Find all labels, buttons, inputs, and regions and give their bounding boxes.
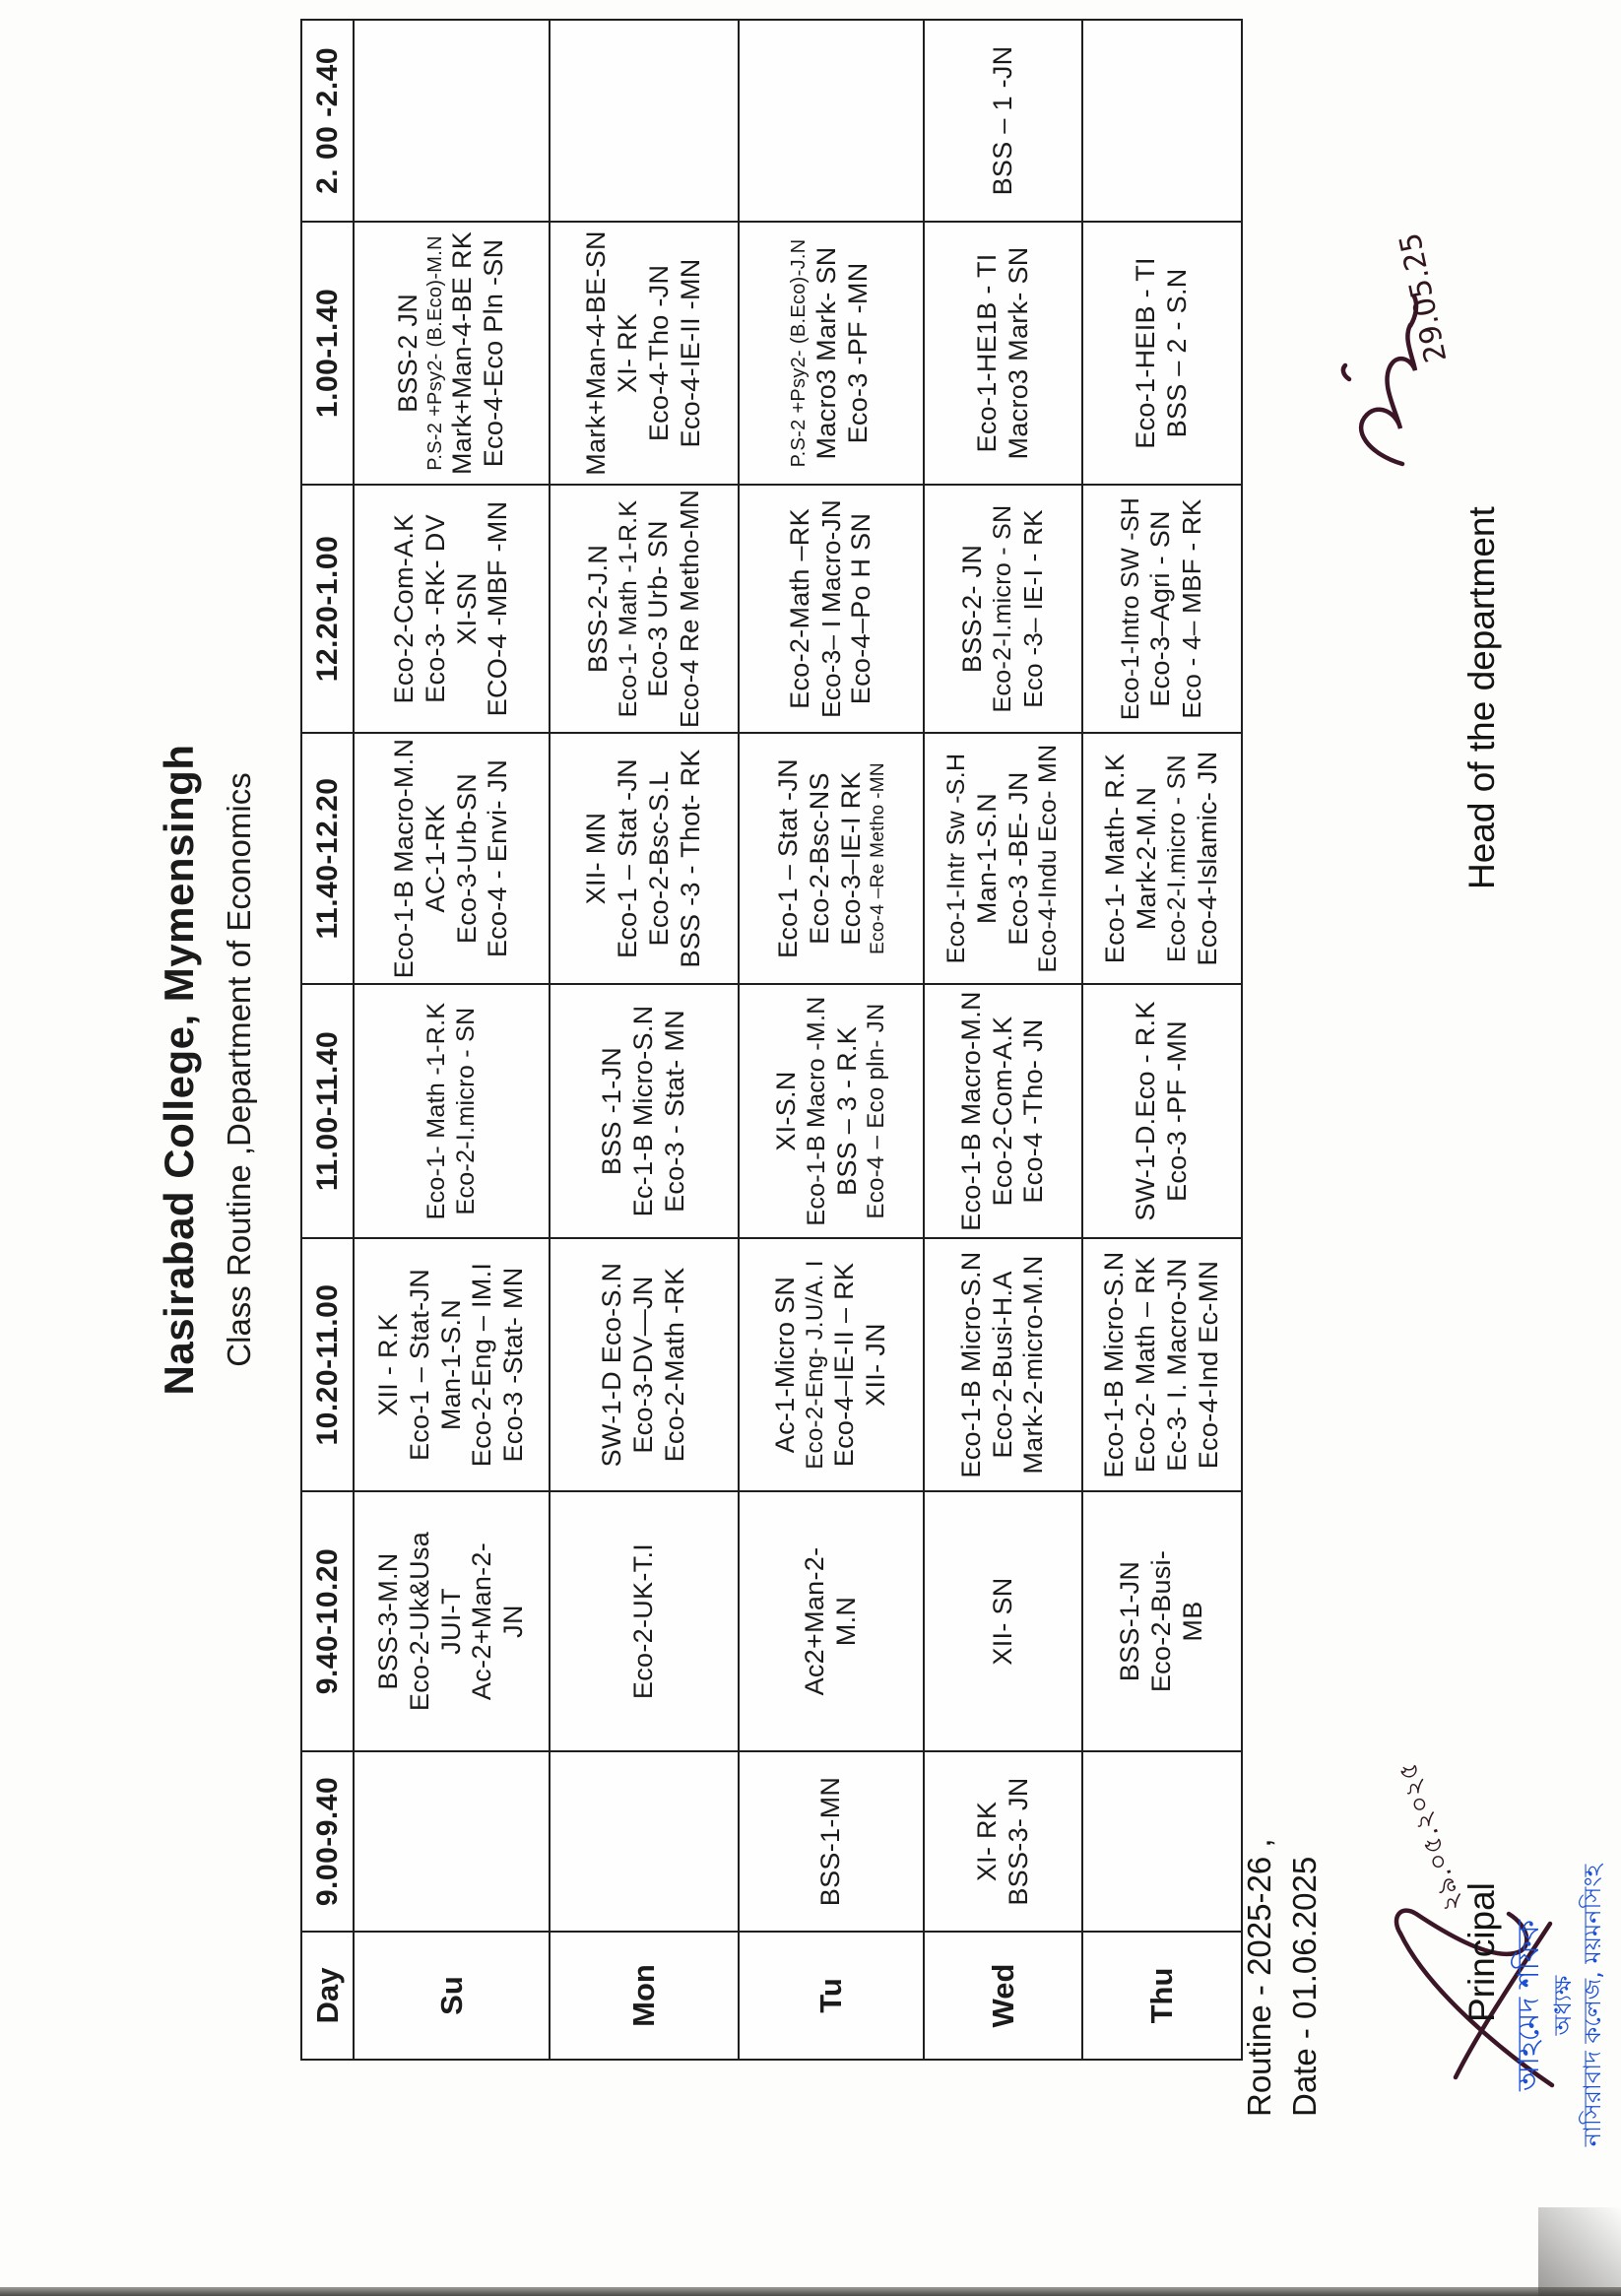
page-title: Nasirabad College, Mymensingh (156, 744, 202, 1396)
schedule-cell (354, 222, 550, 485)
schedule-cell (1082, 1491, 1242, 1751)
schedule-entry: Eco-1-B Micro-S.N (955, 1251, 986, 1478)
schedule-cell (924, 20, 1082, 222)
schedule-entry: Eco-2-I.micro - SN (1163, 754, 1192, 962)
time-slot-header: 11.00-11.40 (301, 984, 354, 1238)
schedule-entry: Ec-3- I. Macro-JN (1162, 1258, 1192, 1472)
schedule-entry: XII- SN (987, 1577, 1017, 1666)
schedule-cell (550, 222, 739, 485)
schedule-cell (924, 485, 1082, 733)
schedule-entry: Ac-1-Micro SN (770, 1276, 801, 1454)
schedule-entry: Eco-2-Busi-H.A (987, 1271, 1017, 1459)
schedule-entry: Ac2+Man-2- (800, 1546, 830, 1696)
schedule-cell (739, 20, 924, 222)
time-slot-header: 12.20-1.00 (301, 485, 354, 733)
time-slot-header: 2. 00 -2.40 (301, 20, 354, 222)
schedule-entry: Mark+Man-4-BE-SN (581, 230, 612, 476)
schedule-cell (354, 1491, 550, 1751)
schedule-entry: Eco -3– IE-I - RK (1017, 509, 1048, 708)
schedule-entry: P.S-2 +Psy2- (B.Eco)-J.N (788, 238, 810, 468)
schedule-entry: Eco-1- Math- R.K (1100, 753, 1131, 964)
schedule-entry: Mark+Man-4-BE RK (447, 230, 478, 475)
schedule-entry: Eco-4 – Eco pln- JN (863, 1003, 890, 1219)
schedule-entry: Eco-2-Math –RK (784, 508, 814, 709)
schedule-entry: Eco-1-Intro SW -SH (1116, 496, 1144, 721)
schedule-entry: BSS-2 JN (392, 293, 422, 413)
schedule-entry: Eco-2-Com-A.K (388, 513, 419, 704)
schedule-entry: BSS-3- JN (1003, 1777, 1033, 1906)
schedule-cell (1082, 485, 1242, 733)
schedule-entry: Eco-1-Intr Sw -S.H (942, 753, 971, 964)
principal-signature-date: ২৯.০৫.২০২৫ (1392, 1758, 1469, 1916)
schedule-entry: XII - R.K (372, 1313, 403, 1416)
schedule-cell (739, 1238, 924, 1491)
schedule-entry: Ec-1-B Micro-S.N (628, 1005, 659, 1217)
schedule-entry: Eco-3 -PF -MN (842, 262, 873, 444)
schedule-entry: Eco-1-B Micro-S.N (1099, 1251, 1130, 1478)
schedule-cell (924, 1491, 1082, 1751)
schedule-cell (1082, 1751, 1242, 1932)
schedule-entry: Eco-1-HEIB - TI (1131, 257, 1161, 449)
schedule-entry: BSS – 3 - R.K (831, 1026, 862, 1196)
schedule-entry: BSS -1-JN (597, 1046, 627, 1176)
day-name-cell: Mon (550, 1932, 739, 2060)
schedule-entry: AC-1-RK (420, 804, 450, 913)
schedule-entry: Eco-2- Math – RK (1131, 1256, 1161, 1474)
schedule-entry: ECO-4 -MBF -MN (483, 500, 513, 717)
schedule-cell (550, 485, 739, 733)
schedule-entry: Eco-4-Ind Ec-MN (1193, 1260, 1223, 1470)
schedule-cell (739, 1751, 924, 1932)
schedule-entry: XI-S.N (771, 1071, 802, 1151)
schedule-cell (550, 1491, 739, 1751)
routine-session-label: Routine - 2025-26 , (1241, 1838, 1277, 2117)
schedule-cell (924, 733, 1082, 984)
schedule-entry: BSS – 1 -JN (987, 45, 1017, 196)
schedule-entry: Eco-2-UK-T.I (628, 1542, 659, 1700)
schedule-entry: Eco-3 - Stat- MN (659, 1010, 689, 1213)
time-slot-header: 9.40-10.20 (301, 1491, 354, 1751)
schedule-entry: M.N (831, 1596, 861, 1647)
schedule-entry: Eco-1-HE1B - TI (971, 253, 1002, 453)
schedule-entry: SW-1-D.Eco - R.K (1131, 1001, 1161, 1221)
schedule-entry: Eco - 4– MBF - RK (1177, 498, 1207, 719)
schedule-cell (924, 984, 1082, 1238)
schedule-entry: XI-SN (451, 572, 482, 645)
schedule-entry: Eco-3 -BE- JN (1003, 771, 1033, 946)
head-of-department-label: Head of the department (1461, 506, 1502, 889)
schedule-cell (550, 733, 739, 984)
schedule-entry: Eco-1 – Stat -JN (773, 758, 803, 958)
schedule-entry: XI- RK (971, 1801, 1002, 1882)
schedule-cell (1082, 1238, 1242, 1491)
schedule-entry: Eco-2-Eng – IM.I (467, 1262, 497, 1468)
schedule-entry: Eco-2-Com-A.K (987, 1016, 1017, 1207)
schedule-cell (739, 733, 924, 984)
schedule-entry: XII- JN (861, 1323, 891, 1407)
schedule-cell (1082, 733, 1242, 984)
schedule-cell (354, 984, 550, 1238)
table-row (924, 20, 1082, 2060)
schedule-entry: Eco-2-Bsc-S.L (644, 770, 674, 947)
principal-stamp (1511, 1808, 1607, 2202)
schedule-cell (550, 984, 739, 1238)
schedule-entry: Eco-1 – Stat-JN (404, 1268, 434, 1462)
scan-corner-shadow (1538, 2207, 1621, 2296)
schedule-cell (354, 1238, 550, 1491)
time-slot-header: 9.00-9.40 (301, 1751, 354, 1932)
schedule-entry: XI- RK (613, 312, 643, 394)
schedule-entry: P.S-2 +Psy2- (B.Eco)-M.N (423, 235, 446, 471)
schedule-entry: Eco-4-Indu Eco- MN (1034, 744, 1063, 973)
schedule-entry: Eco-4 - Envi- JN (483, 758, 513, 958)
schedule-entry: Eco-3– I Macro-JN (815, 499, 846, 718)
schedule-entry: Eco-4 –Re Metho -MN (867, 762, 888, 954)
schedule-cell (354, 485, 550, 733)
schedule-entry: MB (1177, 1601, 1207, 1642)
schedule-entry: Eco-3 -Stat- MN (498, 1267, 529, 1463)
stamp-text-line: অধ্যক্ষ (1548, 1975, 1577, 2036)
schedule-entry: Eco-4 -Tho- JN (1018, 1018, 1049, 1204)
schedule-cell (739, 1491, 924, 1751)
schedule-entry: Eco-3- -RK- DV (420, 514, 450, 703)
schedule-entry: Macro3 Mark- SN (1003, 246, 1033, 460)
schedule-entry: SW-1-D Eco-S.N (597, 1262, 627, 1468)
schedule-entry: Eco-3 Urb- SN (643, 520, 674, 697)
schedule-cell (739, 984, 924, 1238)
stamp-text-line: নাসিরাবাদ কলেজ, ময়মনসিংহ (1578, 1864, 1606, 2147)
schedule-cell (739, 485, 924, 733)
schedule-entry: Eco-3-DV—JN (628, 1276, 659, 1454)
schedule-entry: Eco-4 Re Metho-MN (675, 489, 705, 728)
schedule-entry: Macro3 Mark- SN (810, 246, 841, 460)
schedule-entry: BSS-1-JN (1115, 1560, 1145, 1682)
schedule-entry: Ac-2+Man-2- (467, 1542, 497, 1701)
schedule-cell (550, 20, 739, 222)
schedule-entry: BSS-2- JN (957, 544, 988, 674)
schedule-entry: Eco-2-Uk&Usa (404, 1531, 434, 1712)
time-slot-header: 11.40-12.20 (301, 733, 354, 984)
day-column-header: Day (301, 1932, 354, 2060)
schedule-cell (354, 1751, 550, 1932)
schedule-entry: Eco-2-I.micro - SN (989, 504, 1017, 713)
table-row (739, 20, 924, 2060)
schedule-entry: BSS -3 - Thot- RK (675, 749, 705, 968)
schedule-entry: Man-1-S.N (971, 792, 1002, 925)
schedule-entry: Eco-4-Islamic- JN (1192, 751, 1222, 966)
schedule-entry: BSS-1-MN (815, 1776, 846, 1907)
schedule-cell (354, 20, 550, 222)
class-routine-table (300, 19, 1243, 2061)
schedule-entry: Eco-2-Eng- J.U/A. I (801, 1260, 828, 1470)
schedule-entry: Eco-1-B Macro -M.N (803, 996, 831, 1226)
schedule-entry: Eco-4-Tho -JN (644, 264, 674, 442)
schedule-entry: JUI-T (435, 1588, 466, 1655)
schedule-entry: Eco-2-Math -RK (659, 1267, 689, 1463)
table-row (550, 20, 739, 2060)
stamp-text-line: আহমেদ শফিক (1512, 1920, 1546, 2092)
schedule-entry: Eco-1-B Macro-M.N (955, 991, 986, 1231)
principal-label: Principal (1461, 1882, 1502, 2022)
schedule-cell (739, 222, 924, 485)
schedule-entry: Eco-4-Eco Pln -SN (479, 238, 509, 468)
day-name-cell: Tu (739, 1932, 924, 2060)
schedule-entry: BSS – 2 - S.N (1162, 268, 1192, 438)
schedule-entry: Eco-2-I.micro - SN (451, 1007, 480, 1215)
scan-edge-shadow (0, 2287, 1621, 2296)
day-name-cell: Thu (1082, 1932, 1242, 2060)
head-signature-date: 29.05.25 (1393, 230, 1455, 366)
table-row (354, 20, 550, 2060)
schedule-entry: Eco-2-Bsc-NS (804, 772, 834, 945)
schedule-cell (924, 222, 1082, 485)
schedule-entry: Eco-3 -PF -MN (1162, 1020, 1192, 1202)
day-name-cell: Su (354, 1932, 550, 2060)
schedule-entry: Eco-3-Urb-SN (451, 772, 482, 945)
schedule-entry: Eco-1-B Macro-M.N (388, 738, 419, 979)
schedule-entry: BSS-2-J.N (583, 544, 614, 674)
schedule-entry: Eco-4–IE-II – RK (829, 1262, 860, 1468)
schedule-entry: Eco-2-Busi- (1146, 1549, 1177, 1693)
schedule-entry: Mark-2-micro-M.N (1018, 1255, 1049, 1475)
schedule-cell (550, 1238, 739, 1491)
time-slot-header: 1.00-1.40 (301, 222, 354, 485)
schedule-entry: Eco-1- Math -1-R.K (422, 1002, 450, 1220)
schedule-cell (354, 733, 550, 984)
schedule-cell (1082, 20, 1242, 222)
schedule-cell (550, 1751, 739, 1932)
schedule-entry: Eco-1- Math -1-R.K (614, 499, 642, 718)
schedule-entry: Eco-4-IE-II -MN (675, 258, 705, 448)
schedule-entry: Eco-1 – Stat -JN (613, 758, 643, 958)
page-subtitle: Class Routine ,Department of Economics (221, 772, 257, 1367)
schedule-entry: XII- MN (581, 812, 612, 905)
schedule-entry: Eco-4–Po H SN (846, 512, 876, 705)
routine-date-label: Date - 01.06.2025 (1286, 1856, 1323, 2117)
schedule-entry: Man-1-S.N (435, 1298, 466, 1431)
schedule-entry: Eco-3–Agri - SN (1145, 510, 1176, 707)
schedule-cell (1082, 222, 1242, 485)
schedule-entry: Mark-2-M.N (1132, 786, 1162, 931)
schedule-entry: JN (498, 1605, 529, 1638)
schedule-entry: BSS-3-M.N (372, 1552, 403, 1690)
schedule-cell (1082, 984, 1242, 1238)
table-row (1082, 20, 1242, 2060)
schedule-cell (924, 1238, 1082, 1491)
schedule-cell (924, 1751, 1082, 1932)
schedule-entry: Eco-3–IE-I RK (835, 771, 866, 946)
time-slot-header: 10.20-11.00 (301, 1238, 354, 1491)
day-name-cell: Wed (924, 1932, 1082, 2060)
